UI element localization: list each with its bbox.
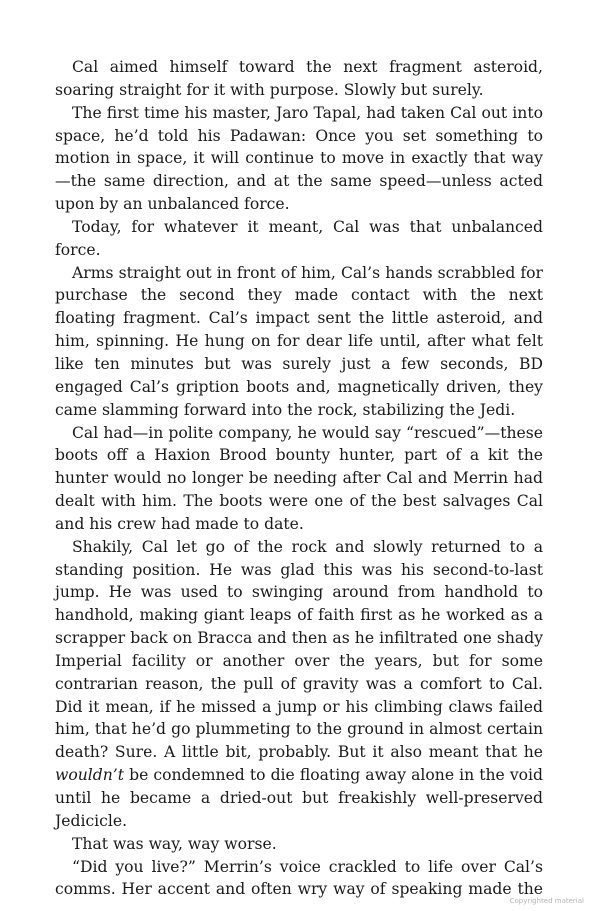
book-page [55, 56, 543, 901]
italic-text: wouldn’t [55, 766, 125, 785]
paragraph [55, 216, 543, 262]
paragraph-text: That was way, way worse. [72, 834, 277, 853]
paragraph-text: The first time his master, Jaro Tapal, had taken Cal out into space, he’d told his Padawan: Once you set something to motion in space, it will continue to move in exactly that way—the same direction, and at the same speed—unless acted upon by an unbalanced force. [55, 103, 543, 214]
paragraph [55, 833, 543, 856]
paragraph-text: Shakily, Cal let go of the rock and slowly returned to a standing position. He was glad this was his second-to-last jump. He was used to swinging around from handhold to handhold, making giant leaps of faith first as he worked as a scrapper back on Bracca and then as he infiltrated one shady Imperial facility or another over the years, but for some contrarian reason, the pull of gravity was a comfort to Cal. Did it mean, if he missed a jump or his climbing claws failed him, that he’d go plummeting to the ground in almost certain death? Sure. A little bit, probably. But it also meant that he [55, 537, 543, 762]
paragraph [55, 536, 543, 833]
paragraph-text: “Did you live?” Merrin’s voice crackled to life over Cal’s comms. Her accent and often wry way of speaking made the [55, 857, 543, 899]
paragraph [55, 262, 543, 422]
paragraph-text: Arms straight out in front of him, Cal’s hands scrabbled for purchase the second they made contact with the next floating fragment. Cal’s impact sent the little asteroid, and him, spinning. He hung on for dear life until, after what felt like ten minutes but was surely just a few seconds, BD engaged Cal’s gription boots and, magnetically driven, they came slamming forward into the rock, stabilizing the Jedi. [55, 263, 543, 419]
paragraph-text: be condemned to die floating away alone in the void until he became a dried-out but freakishly well-preserved Jedicicle. [55, 766, 543, 830]
paragraph-text: Cal aimed himself toward the next fragment asteroid, soaring straight for it with purpose. Slowly but surely. [55, 58, 543, 99]
paragraph-text: Today, for whatever it meant, Cal was that unbalanced force. [55, 217, 543, 259]
copyright-watermark: Copyrighted material [509, 897, 584, 905]
paragraph [55, 422, 543, 536]
paragraph [55, 56, 543, 102]
paragraph [55, 856, 543, 902]
paragraph [55, 102, 543, 216]
paragraph-text: Cal had—in polite company, he would say “rescued”—these boots off a Haxion Brood bounty hunter, part of a kit the hunter would no longer be needing after Cal and Merrin had dealt with him. The boots were one of the best salvages Cal and his crew had made to date. [55, 423, 543, 533]
